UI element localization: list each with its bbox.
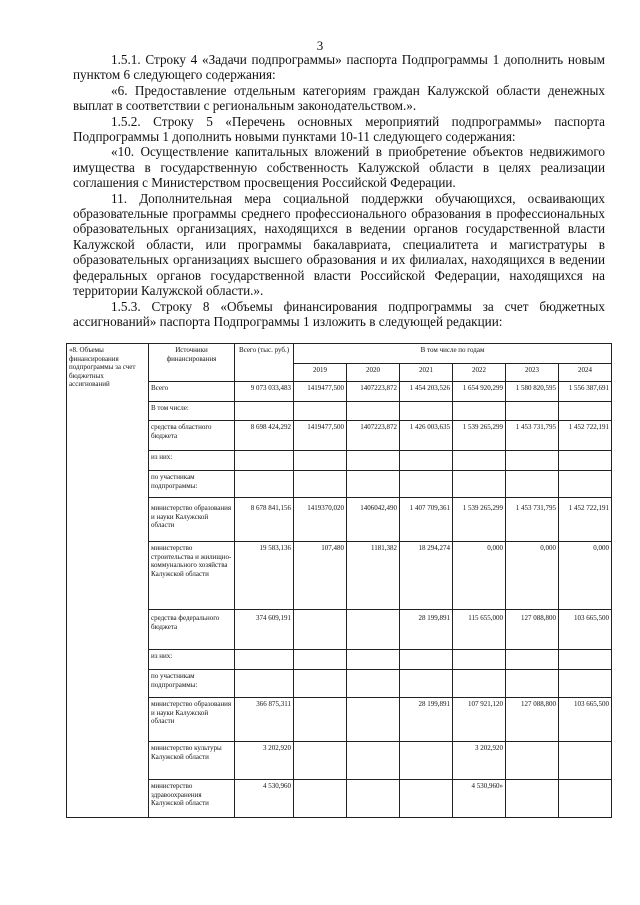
row-value (294, 742, 347, 780)
row-value (559, 402, 612, 421)
col-header-years-group: В том числе по годам (294, 344, 612, 364)
row-value: 18 294,274 (400, 542, 453, 610)
paragraph-item-11: 11. Дополнительная мера социальной поддержки обучающихся, осваивающих образовательные программы среднего профессионального образования в профессиональных образовательных организациях, находящихся в ведении органов государственной власти Калужской области, или программы бакалавриата, специалитета и магистратуры в образовательных организациях высшего образования и их филиалах, находящихся в ведении федеральных органов государственной власти Российской Федерации, находящихся на территории Калужской области.». (73, 190, 605, 299)
row-label: из них: (149, 650, 235, 670)
row-value (400, 742, 453, 780)
paragraph-1-5-3: 1.5.3. Строку 8 «Объемы финансирования подпрограммы за счет бюджетных ассигнований» паспорта Подпрограммы 1 изложить в следующей редакции: (73, 298, 605, 329)
row-title-cell: «8. Объемы финансирования подпрограммы за счет бюджетных ассигнований (67, 344, 149, 818)
row-value (294, 698, 347, 742)
col-header-sources: Источники финансирования (149, 344, 235, 382)
row-label: по участникам подпрограммы: (149, 471, 235, 498)
row-value: 1407223,872 (347, 382, 400, 402)
row-value (506, 670, 559, 698)
row-value (347, 471, 400, 498)
row-label: Всего (149, 382, 235, 402)
row-value (347, 780, 400, 818)
row-label: В том числе: (149, 402, 235, 421)
row-total: 8 698 424,292 (235, 421, 294, 451)
year-header: 2021 (400, 364, 453, 382)
row-total: 8 678 841,156 (235, 498, 294, 542)
row-value: 1 539 265,299 (453, 421, 506, 451)
row-value (559, 650, 612, 670)
row-value (400, 650, 453, 670)
row-value (506, 742, 559, 780)
row-value: 1181,382 (347, 542, 400, 610)
col-header-total: Всего (тыс. руб.) (235, 344, 294, 382)
table-row (67, 402, 612, 421)
row-value (347, 402, 400, 421)
year-header: 2022 (453, 364, 506, 382)
paragraph-item-10: «10. Осуществление капитальных вложений в приобретение объектов недвижимого имущества в государственную собственность Калужской области в целях реализации соглашения с Министерством просвещения Российской Федерации. (73, 144, 605, 191)
row-value (347, 610, 400, 650)
year-header: 2023 (506, 364, 559, 382)
row-value: 1 407 709,361 (400, 498, 453, 542)
row-value: 127 088,800 (506, 698, 559, 742)
row-total: 9 073 033,483 (235, 382, 294, 402)
table-row (67, 471, 612, 498)
row-value (453, 451, 506, 471)
row-label: министерство культуры Калужской области (149, 742, 235, 780)
row-value (400, 670, 453, 698)
table-row (67, 650, 612, 670)
row-value (559, 780, 612, 818)
row-value: 1 453 731,795 (506, 421, 559, 451)
row-value: 0,000 (453, 542, 506, 610)
row-value (347, 451, 400, 471)
row-value (294, 780, 347, 818)
row-value: 1 453 731,795 (506, 498, 559, 542)
row-value: 1406042,490 (347, 498, 400, 542)
row-value: 0,000 (559, 542, 612, 610)
table-row (67, 742, 612, 780)
row-total (235, 650, 294, 670)
row-value (559, 471, 612, 498)
row-total: 19 583,136 (235, 542, 294, 610)
document-body (73, 52, 605, 329)
table-row (67, 542, 612, 610)
row-value (506, 451, 559, 471)
row-value (294, 451, 347, 471)
row-value (453, 650, 506, 670)
row-total: 366 875,311 (235, 698, 294, 742)
row-value (506, 402, 559, 421)
row-value (400, 780, 453, 818)
row-label: министерство строительства и жилищно-коммунального хозяйства Калужской области (149, 542, 235, 610)
row-value: 1 539 265,299 (453, 498, 506, 542)
row-total: 3 202,920 (235, 742, 294, 780)
row-value: 1419370,020 (294, 498, 347, 542)
row-value: 1 580 820,595 (506, 382, 559, 402)
row-value: 1407223,872 (347, 421, 400, 451)
row-value (347, 650, 400, 670)
row-value (294, 650, 347, 670)
row-value: 107,480 (294, 542, 347, 610)
row-value (559, 742, 612, 780)
row-label: по участникам подпрограммы: (149, 670, 235, 698)
row-value (294, 610, 347, 650)
row-value: 1 452 722,191 (559, 421, 612, 451)
row-value: 1 452 722,191 (559, 498, 612, 542)
row-value (559, 451, 612, 471)
row-value: 1 654 920,299 (453, 382, 506, 402)
row-label: министерство образования и науки Калужской области (149, 698, 235, 742)
paragraph-1-5-2: 1.5.2. Строку 5 «Перечень основных мероприятий подпрограммы» паспорта Подпрограммы 1 дополнить новыми пунктами 10-11 следующего содержания: (73, 113, 605, 145)
row-value: 4 530,960» (453, 780, 506, 818)
row-total (235, 670, 294, 698)
row-value (294, 670, 347, 698)
row-value (506, 650, 559, 670)
row-value: 1419477,500 (294, 382, 347, 402)
row-value: 1 556 387,691 (559, 382, 612, 402)
row-value (347, 742, 400, 780)
table-row (67, 698, 612, 742)
financing-table (66, 343, 612, 818)
row-value (506, 780, 559, 818)
page-number: 3 (316, 38, 324, 53)
row-value (294, 402, 347, 421)
row-value (294, 471, 347, 498)
row-value (453, 670, 506, 698)
row-value: 127 088,800 (506, 610, 559, 650)
table-row (67, 670, 612, 698)
row-value (453, 402, 506, 421)
row-total (235, 451, 294, 471)
row-value: 115 655,000 (453, 610, 506, 650)
row-value (559, 670, 612, 698)
table-row (67, 498, 612, 542)
row-total (235, 402, 294, 421)
row-value (400, 402, 453, 421)
row-value: 1 454 203,526 (400, 382, 453, 402)
row-label: министерство здравоохранения Калужской области (149, 780, 235, 818)
row-value (347, 670, 400, 698)
row-label: средства областного бюджета (149, 421, 235, 451)
row-value: 103 665,500 (559, 698, 612, 742)
row-value: 0,000 (506, 542, 559, 610)
table-row (67, 610, 612, 650)
year-header: 2019 (294, 364, 347, 382)
row-value (506, 471, 559, 498)
table-row (67, 780, 612, 818)
row-value (453, 471, 506, 498)
paragraph-1-5-1: 1.5.1. Строку 4 «Задачи подпрограммы» паспорта Подпрограммы 1 дополнить новым пунктом 6 следующего содержания: (73, 52, 605, 83)
row-value: 1 426 003,635 (400, 421, 453, 451)
row-value: 28 199,891 (400, 698, 453, 742)
year-header: 2024 (559, 364, 612, 382)
year-header: 2020 (347, 364, 400, 382)
row-value: 1419477,500 (294, 421, 347, 451)
paragraph-item-6: «6. Предоставление отдельным категориям граждан Калужской области денежных выплат в соответствии с региональным законодательством.». (73, 82, 605, 114)
table-row (67, 382, 612, 402)
row-value: 28 199,891 (400, 610, 453, 650)
row-value (400, 471, 453, 498)
row-value: 107 921,120 (453, 698, 506, 742)
row-total: 374 609,191 (235, 610, 294, 650)
row-value: 103 665,500 (559, 610, 612, 650)
row-total (235, 471, 294, 498)
row-label: средства федерального бюджета (149, 610, 235, 650)
row-value: 3 202,920 (453, 742, 506, 780)
row-total: 4 530,960 (235, 780, 294, 818)
row-label: министерство образования и науки Калужской области (149, 498, 235, 542)
table-row (67, 451, 612, 471)
row-label: из них: (149, 451, 235, 471)
row-value (347, 698, 400, 742)
table-row (67, 421, 612, 451)
row-value (400, 451, 453, 471)
